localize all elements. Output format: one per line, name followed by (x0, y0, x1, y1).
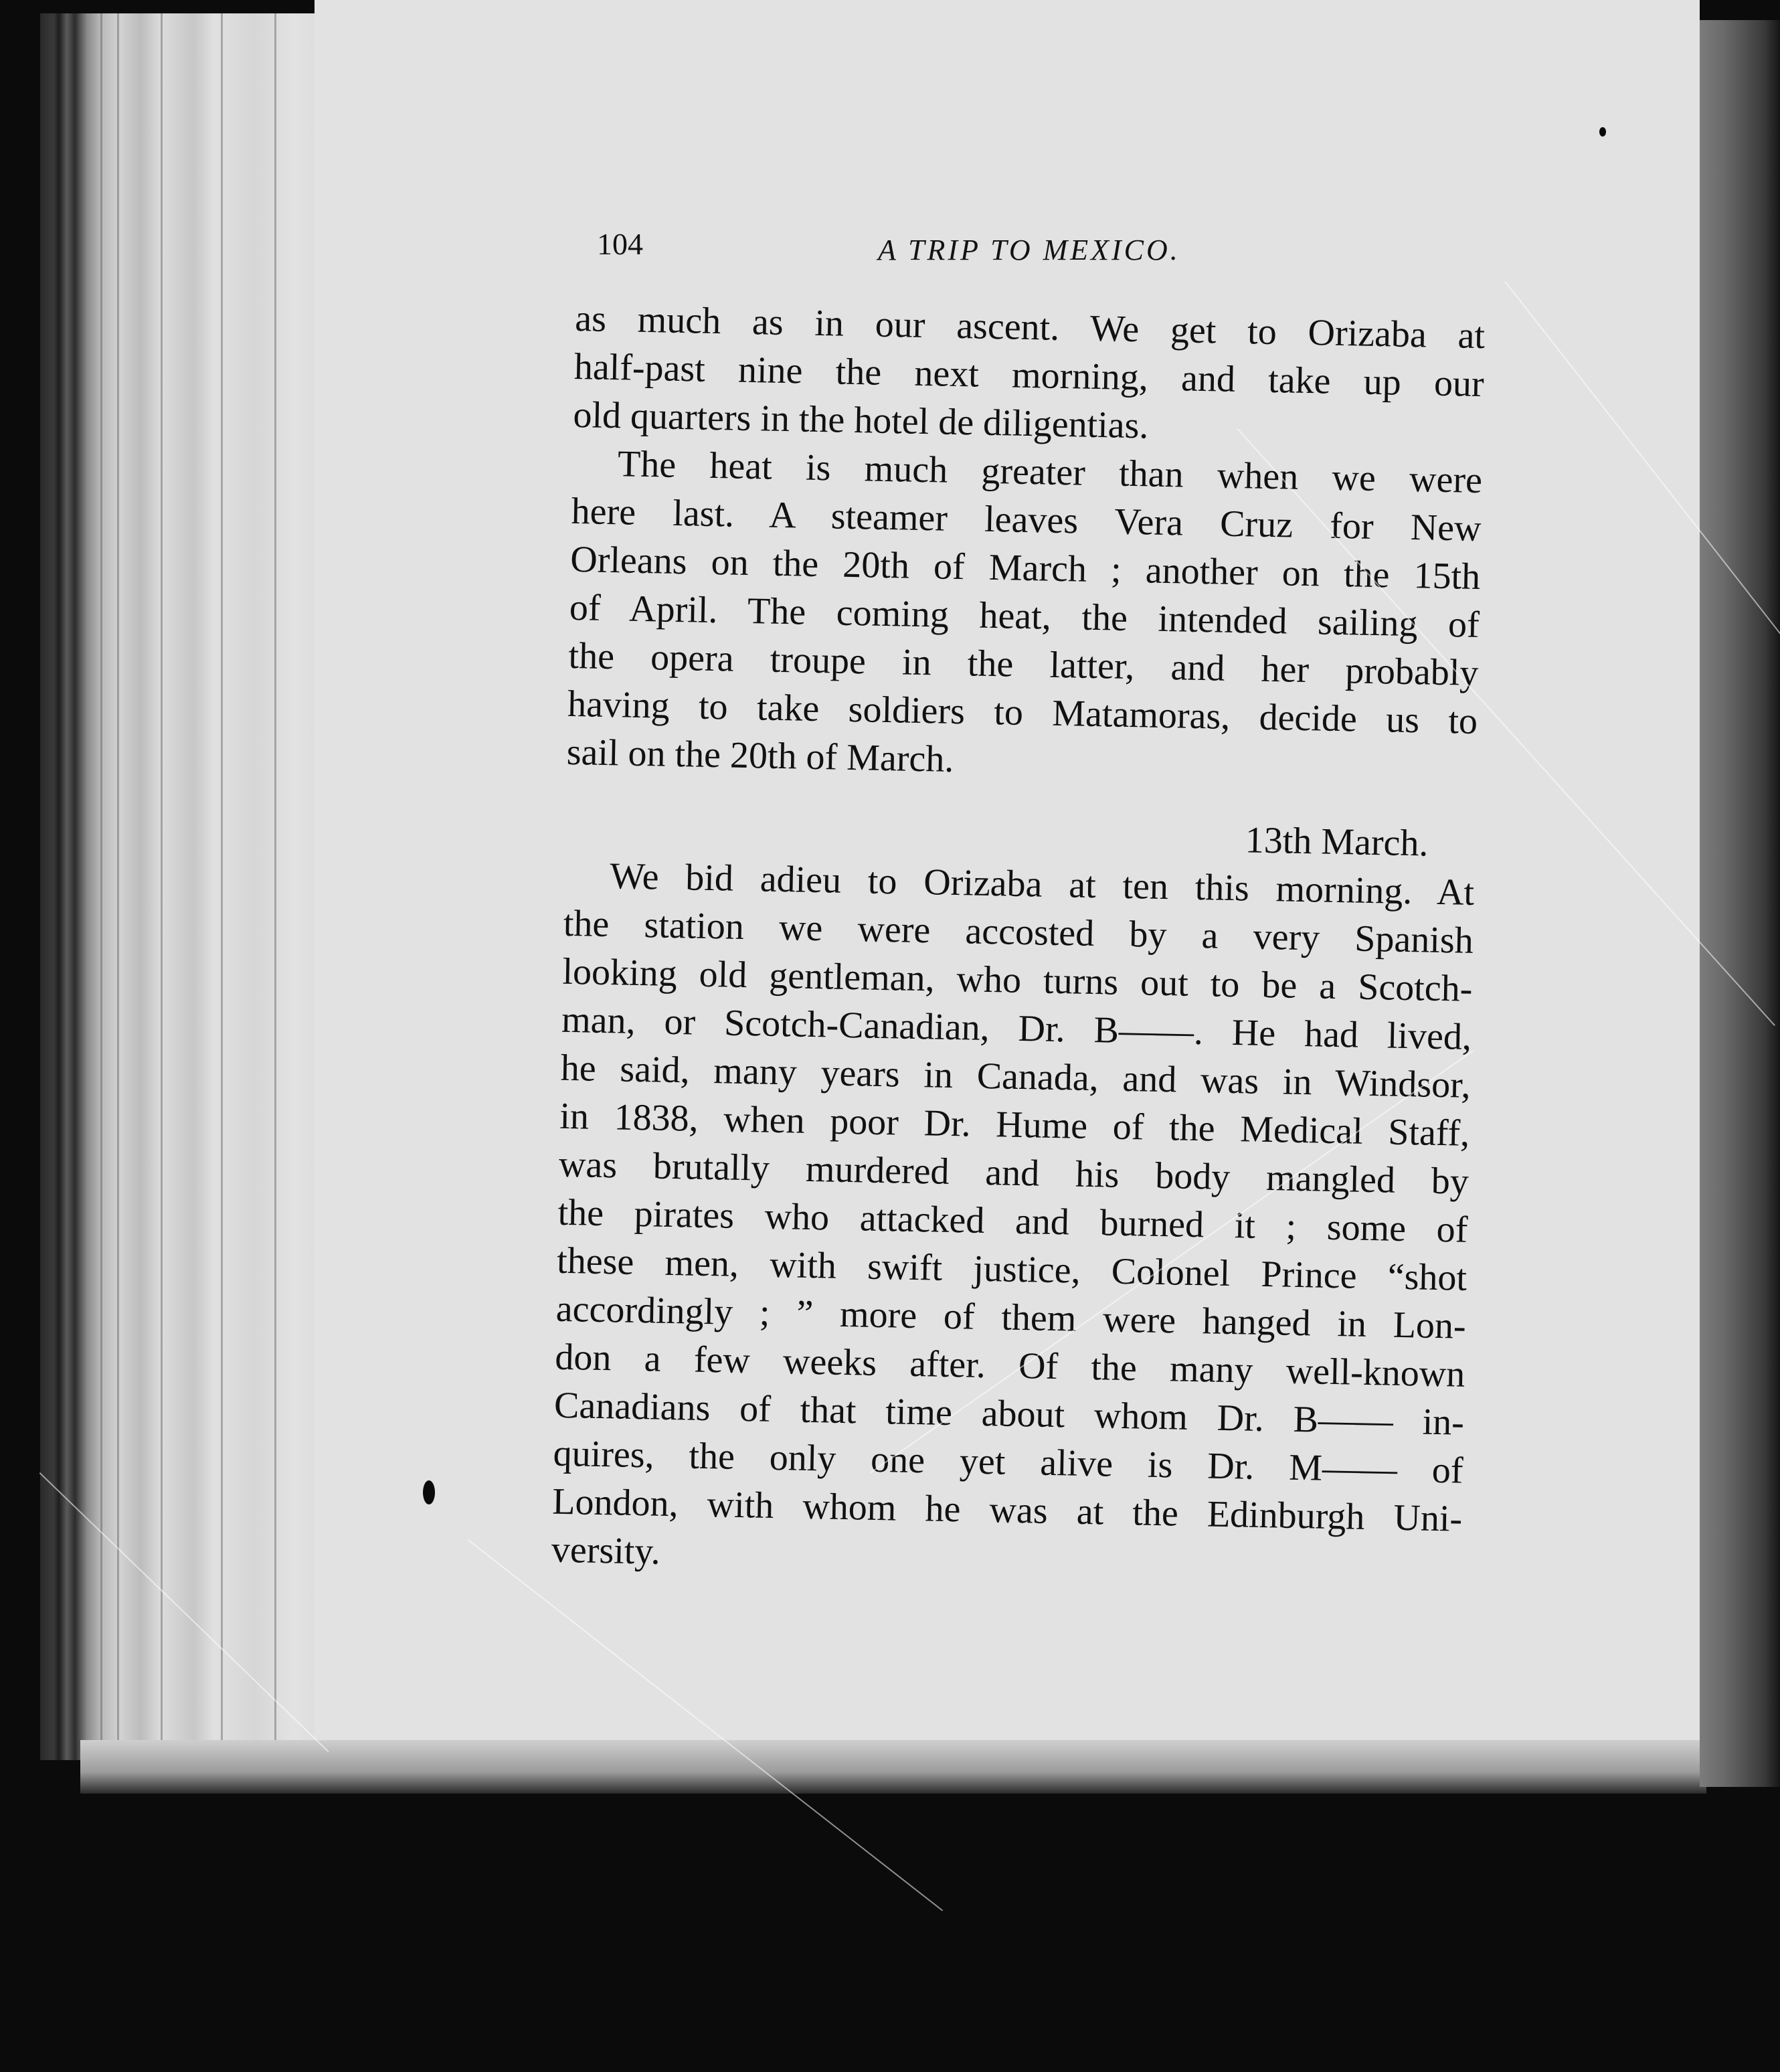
body-text (551, 294, 1485, 1591)
edge-line (100, 13, 102, 1753)
text-line: in 1838, when poor Dr. Hume of the Medical Staff, (559, 1095, 1470, 1154)
text-line: these men, with swift justice, Colonel Prince “shot (556, 1239, 1467, 1299)
book-cover-edge (1700, 20, 1780, 1787)
text-line: accordingly ; ” more of them were hanged in Lon- (555, 1288, 1467, 1347)
text-line: looking old gentleman, who turns out to be a Scotch- (561, 950, 1473, 1010)
paragraph-2 (566, 439, 1482, 794)
paragraph-1 (573, 294, 1486, 456)
page-edges (40, 13, 328, 1760)
dateline: 13th March. (1245, 819, 1429, 865)
text-line: the station we were accosted by a very Spanish (563, 902, 1474, 962)
text-line: man, or Scotch-Canadian, Dr. B——. He had lived, (561, 999, 1472, 1058)
text-line: half-past nine the next morning, and take up our (573, 345, 1485, 406)
text-line: here last. A steamer leaves Vera Cruz for New (571, 490, 1482, 550)
text-line: having to take soldiers to Matamoras, decide us to (567, 683, 1478, 742)
paragraph-3 (551, 851, 1474, 1591)
text-line: We bid adieu to Orizaba at ten this morning. At (609, 855, 1475, 914)
text-line: Orleans on the 20th of March ; another on the 15th (569, 538, 1481, 598)
text-line: quires, the only one yet alive is Dr. M—— of (553, 1432, 1464, 1492)
text-line: don a few weeks after. Of the many well-known (554, 1336, 1465, 1395)
text-line: sail on the 20th of March. (566, 731, 954, 780)
text-line: versity. (551, 1529, 661, 1573)
text-line: the pirates who attacked and burned it ; some of (557, 1191, 1469, 1251)
edge-line (117, 13, 119, 1753)
edge-line (274, 13, 276, 1753)
text-line: as much as in our ascent. We get to Orizaba at (574, 297, 1486, 357)
edge-line (161, 13, 163, 1753)
text-line: was brutally murdered and his body mangled by (558, 1143, 1470, 1203)
page-header (589, 221, 1258, 281)
text-line: he said, many years in Canada, and was in Windsor, (560, 1047, 1472, 1106)
page-number: 104 (597, 227, 643, 261)
text-line: Canadians of that time about whom Dr. B—— in- (553, 1384, 1465, 1444)
text-line: of April. The coming heat, the intended sailing of (569, 586, 1480, 646)
text-line: the opera troupe in the latter, and her probably (568, 634, 1479, 695)
text-line: old quarters in the hotel de diligentias. (572, 394, 1149, 447)
dust-speck (1599, 127, 1606, 137)
text-line: London, with whom he was at the Edinburgh Uni- (551, 1480, 1463, 1540)
edge-line (221, 13, 223, 1753)
text-line: The heat is much greater than when we were (617, 443, 1483, 502)
dust-speck (423, 1480, 435, 1504)
running-head: A TRIP TO MEXICO. (878, 234, 1180, 266)
